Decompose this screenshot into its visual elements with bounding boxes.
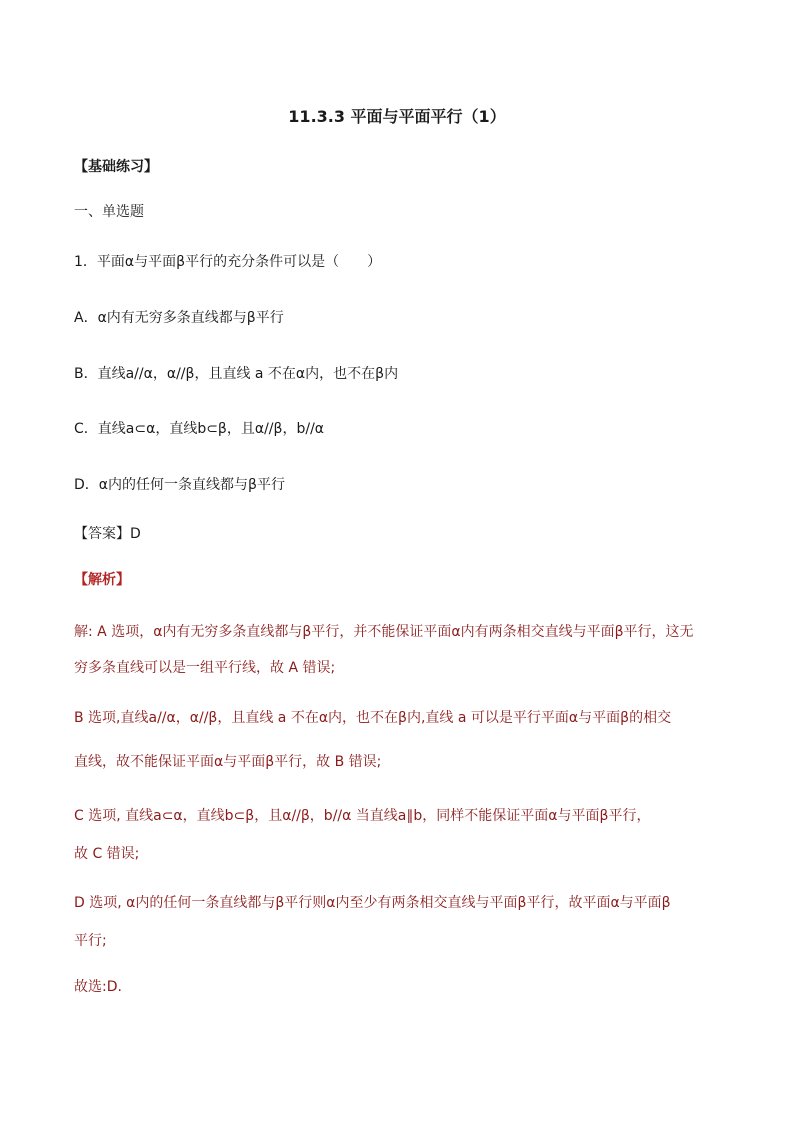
analysis-line: 平行;: [74, 933, 107, 949]
option-b: B．直线a//α，α//β，且直线 a 不在α内，也不在β内: [74, 366, 399, 382]
option-d: D．α内的任何一条直线都与β平行: [74, 477, 285, 493]
option-c: C．直线a⊂α，直线b⊂β，且α//β，b//α: [74, 421, 325, 437]
analysis-line: 故选:D.: [74, 979, 122, 995]
analysis-line: 故 C 错误;: [74, 846, 140, 862]
option-a: A．α内有无穷多条直线都与β平行: [74, 310, 284, 326]
analysis-line: C 选项, 直线a⊂α，直线b⊂β，且α//β，b//α 当直线a∥b，同样不能保证平面α与平面β平行，: [74, 808, 651, 824]
question-stem: 1．平面α与平面β平行的充分条件可以是（ ）: [74, 254, 382, 270]
analysis-line: 解: A 选项，α内有无穷多条直线都与β平行，并不能保证平面α内有两条相交直线与平面β平行，这无: [74, 624, 694, 640]
page-title: 11.3.3 平面与平面平行（1）: [288, 107, 506, 126]
analysis-line: D 选项, α内的任何一条直线都与β平行则α内至少有两条相交直线与平面β平行，故平面α与平面β: [74, 895, 671, 911]
analysis-label: 【解析】: [74, 572, 130, 588]
analysis-line: B 选项,直线a//α，α//β，且直线 a 不在α内，也不在β内,直线 a 可以是平行平面α与平面β的相交: [74, 710, 672, 726]
analysis-line: 穷多条直线可以是一组平行线，故 A 错误;: [74, 660, 336, 676]
answer-line: 【答案】D: [74, 526, 141, 542]
analysis-line: 直线，故不能保证平面α与平面β平行，故 B 错误;: [74, 754, 382, 770]
section-header: 【基础练习】: [74, 159, 158, 175]
subsection-title: 一、单选题: [74, 204, 144, 220]
